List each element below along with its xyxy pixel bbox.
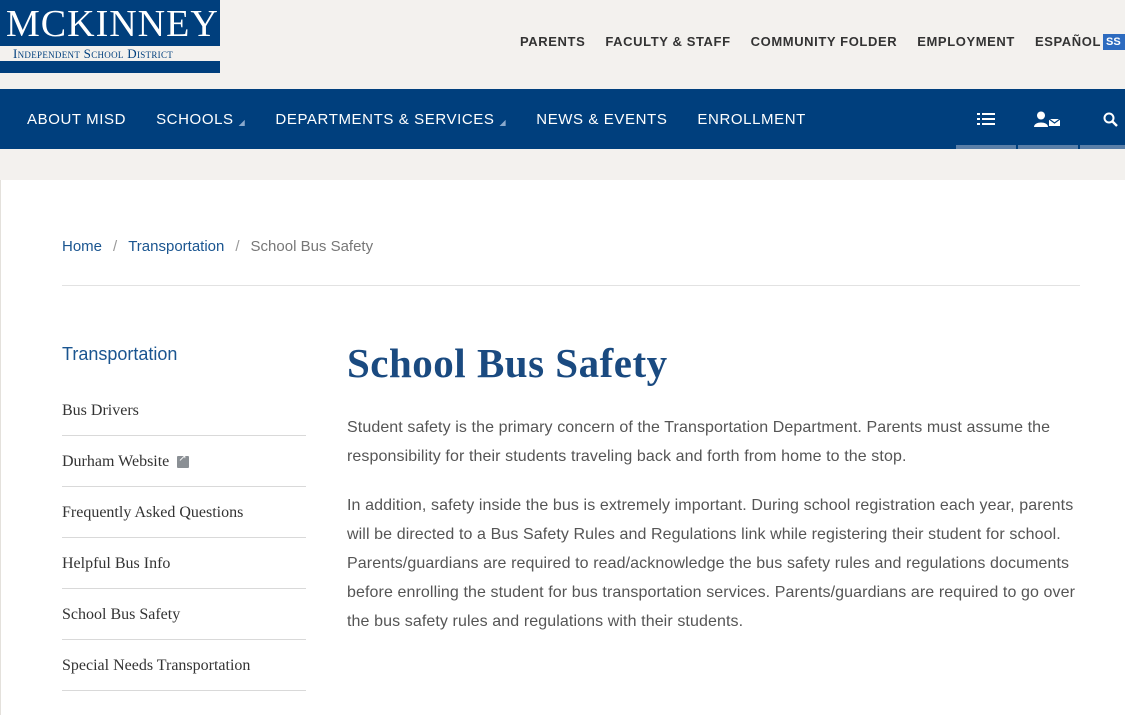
- sidebar: [62, 343, 306, 691]
- sidebar-item-label: Bus Drivers: [62, 402, 139, 419]
- breadcrumb-separator: /: [235, 238, 240, 255]
- sidebar-heading[interactable]: Transportation: [62, 344, 178, 364]
- sidebar-item-school-bus-safety[interactable]: [62, 589, 306, 640]
- external-link-icon: [177, 456, 189, 468]
- nav-item-news-events[interactable]: [536, 111, 667, 128]
- sidebar-item-durham-website[interactable]: [62, 436, 306, 487]
- breadcrumb-current: School Bus Safety: [250, 238, 374, 255]
- dropdown-caret-icon: ◢: [499, 117, 507, 127]
- body-paragraph: Student safety is the primary concern of the Transportation Department. Parents must assume the responsibility for their students traveling back and forth from home to the stop.: [347, 419, 1051, 465]
- utility-link-espanol[interactable]: ESPAÑOL: [1034, 34, 1102, 49]
- sidebar-item-label: Special Needs Transportation: [62, 657, 251, 674]
- sidebar-item-special-needs[interactable]: [62, 640, 306, 691]
- utility-link-parents[interactable]: PARENTS: [520, 34, 586, 49]
- utility-link-community-folder[interactable]: COMMUNITY FOLDER: [750, 34, 898, 49]
- sidebar-item-label: Helpful Bus Info: [62, 555, 171, 572]
- logo-subtitle: Independent School District: [0, 46, 220, 61]
- nav-item-departments-services[interactable]: [275, 111, 506, 128]
- user-mail-icon[interactable]: [1018, 89, 1078, 149]
- sidebar-item-faq[interactable]: [62, 487, 306, 538]
- sidebar-item-label: Frequently Asked Questions: [62, 504, 244, 521]
- logo-wordmark: MCKINNEY: [6, 3, 219, 45]
- content-card: [0, 180, 1125, 715]
- nav-item-label: ENROLLMENT: [697, 110, 806, 128]
- district-logo[interactable]: [0, 0, 220, 73]
- nav-item-label: DEPARTMENTS & SERVICES: [275, 110, 495, 128]
- nav-item-label: ABOUT MISD: [27, 110, 127, 128]
- body-paragraph: In addition, safety inside the bus is extremely important. During school registration each year, parents will be directed to a Bus Safety Rules and Regulations link while registering their student for school. Parents/guardians are required to read/acknowledge the bus safety rules and regulations documents before enrolling the student for bus transportation services. Parents/guardians are required to go over the bus safety rules and regulations with their students.: [347, 497, 1076, 630]
- breadcrumb-home[interactable]: Home: [62, 238, 103, 255]
- main-nav: [0, 89, 1125, 149]
- nav-item-label: NEWS & EVENTS: [536, 110, 668, 128]
- nav-item-enrollment[interactable]: [697, 111, 806, 128]
- nav-item-schools[interactable]: [156, 111, 245, 128]
- sidebar-item-bus-drivers[interactable]: [62, 385, 306, 436]
- top-utility-bar: [0, 0, 1125, 89]
- main-content: [347, 340, 1082, 656]
- breadcrumb-transportation[interactable]: Transportation: [128, 238, 225, 255]
- divider: [62, 285, 1080, 286]
- search-icon[interactable]: [1080, 89, 1125, 149]
- sidebar-item-label: Durham Website: [62, 453, 170, 470]
- utility-link-employment[interactable]: EMPLOYMENT: [917, 34, 1015, 49]
- utility-tag[interactable]: SS: [1103, 34, 1125, 50]
- sidebar-item-label: School Bus Safety: [62, 606, 181, 623]
- breadcrumb: [62, 238, 373, 255]
- sidebar-item-helpful-bus-info[interactable]: [62, 538, 306, 589]
- nav-item-label: SCHOOLS: [156, 110, 234, 128]
- utility-link-faculty-staff[interactable]: FACULTY & STAFF: [605, 34, 731, 49]
- breadcrumb-separator: /: [113, 238, 118, 255]
- page-title: School Bus Safety: [347, 340, 668, 386]
- utility-nav: [520, 34, 1121, 50]
- nav-item-about-misd[interactable]: [27, 111, 126, 128]
- list-icon[interactable]: [956, 89, 1016, 149]
- dropdown-caret-icon: ◢: [238, 117, 246, 127]
